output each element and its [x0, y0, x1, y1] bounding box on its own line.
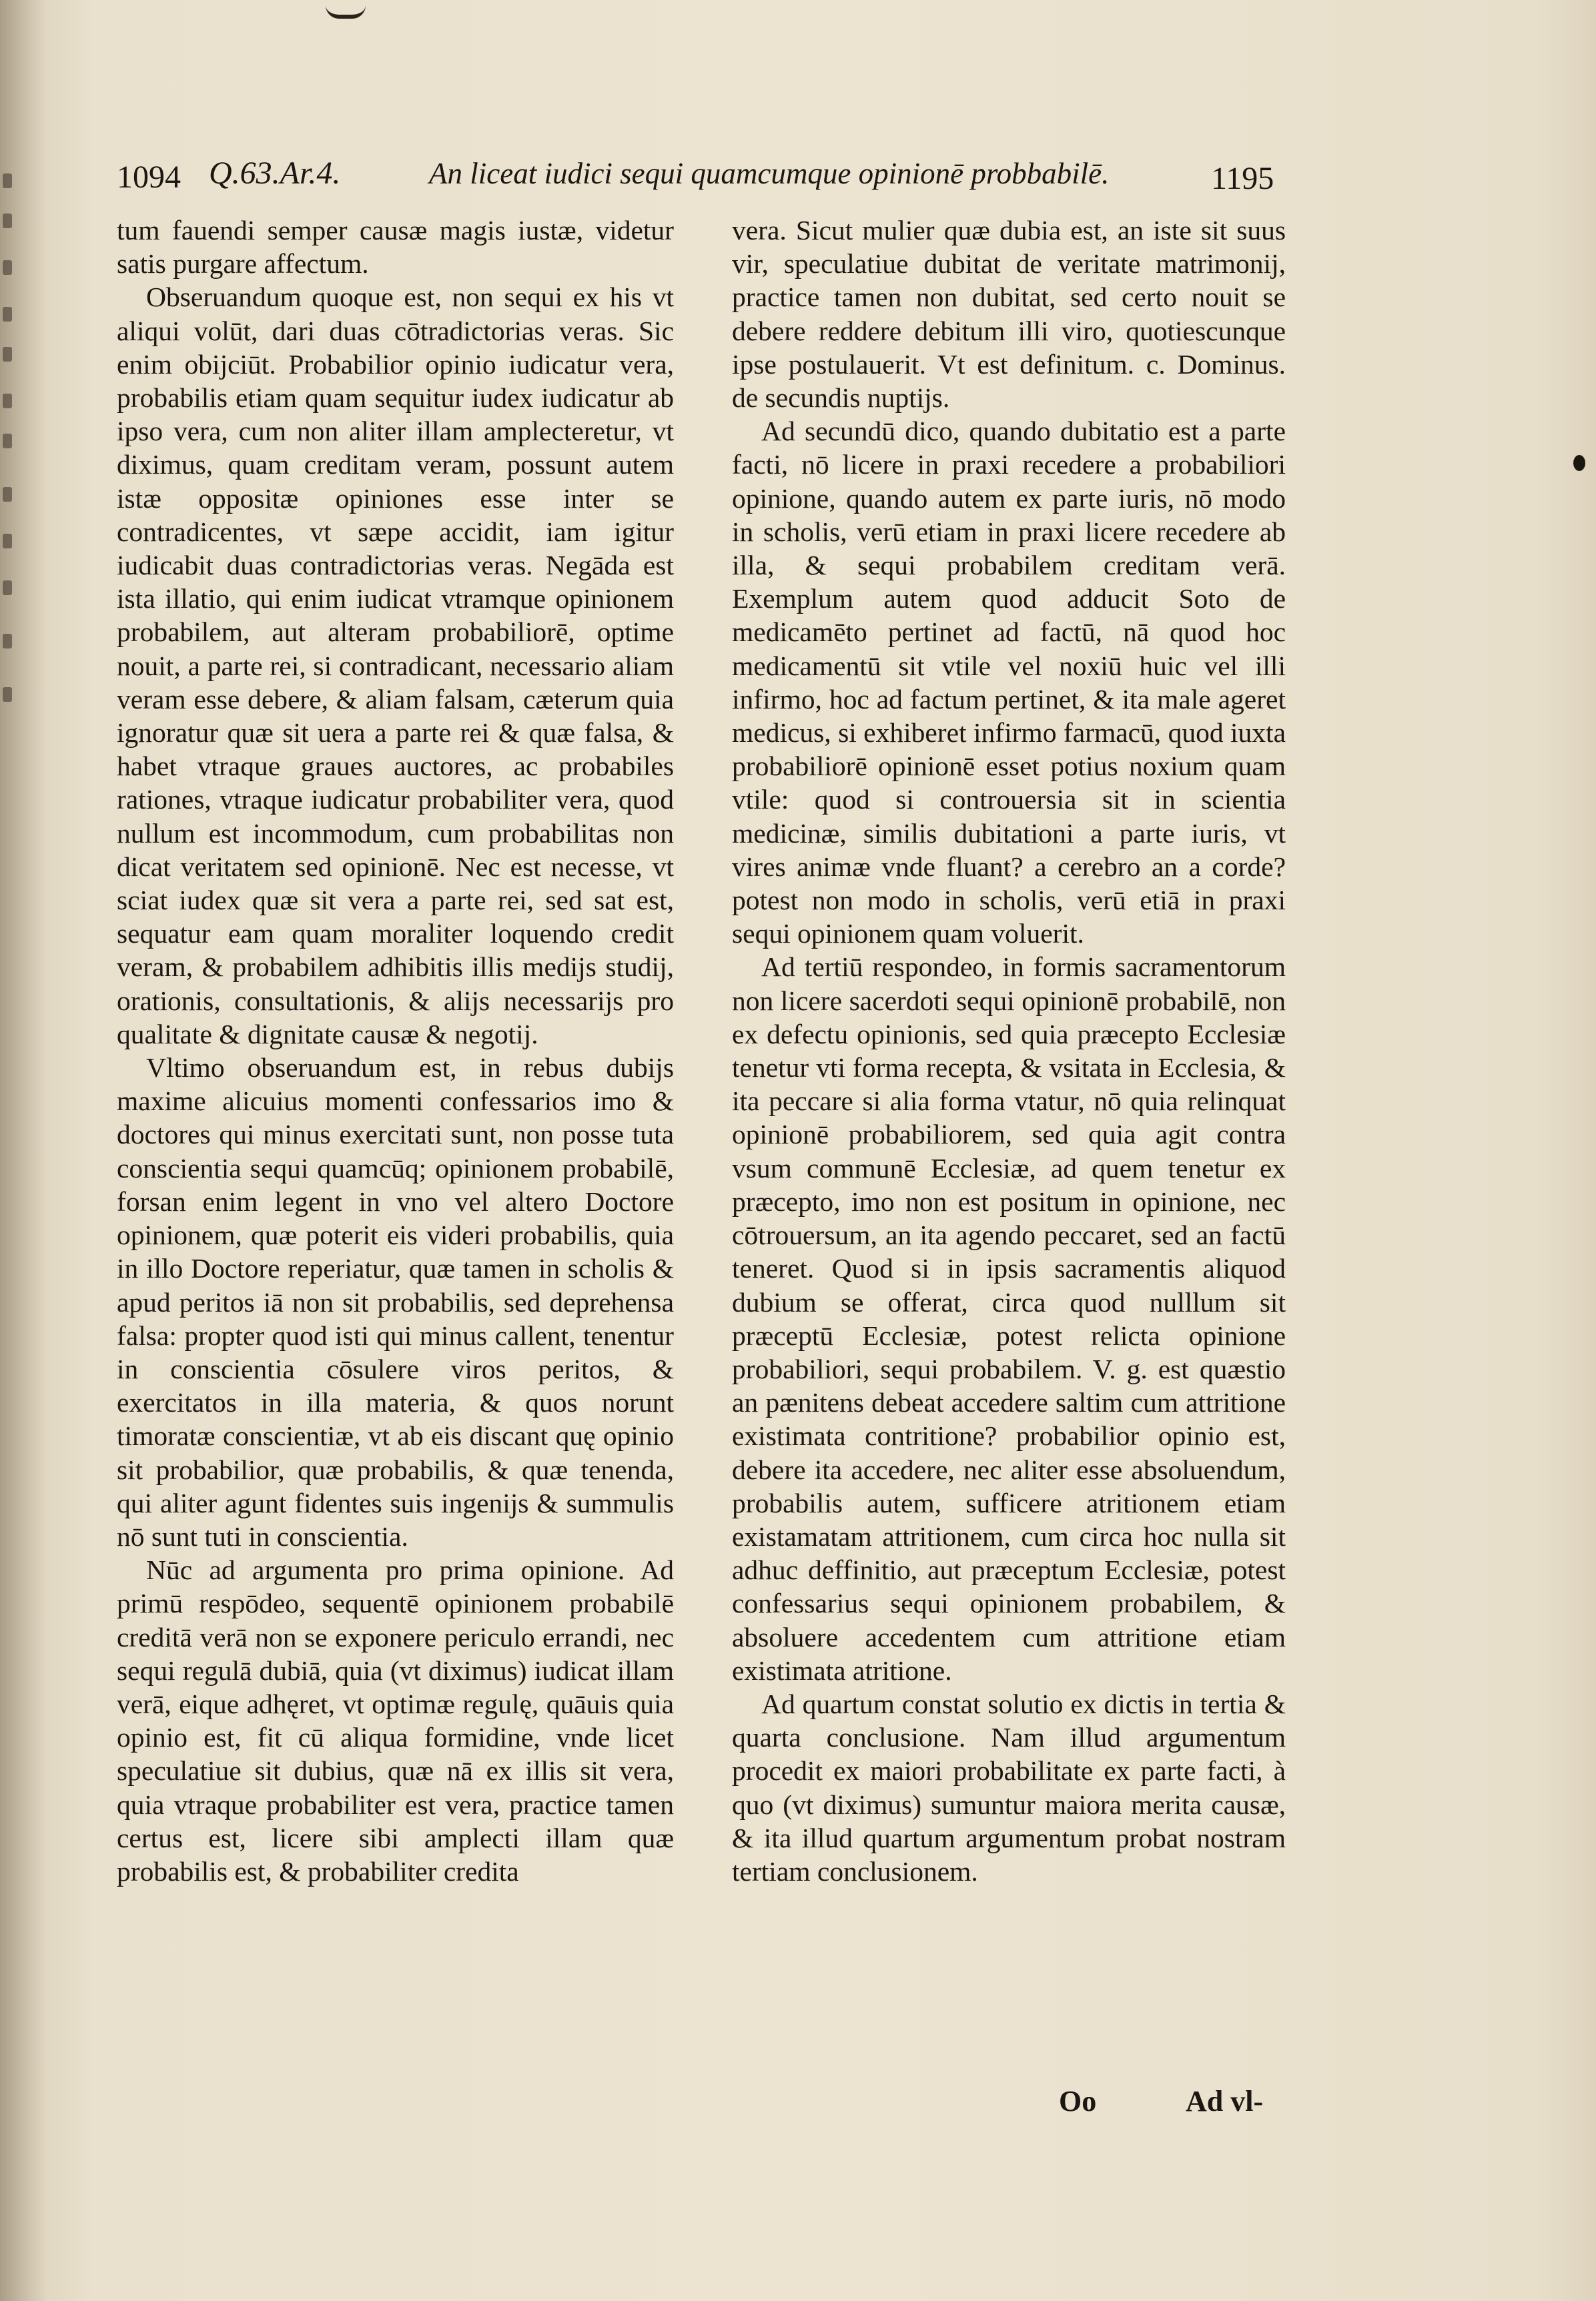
- ink-mark: [326, 5, 366, 19]
- section-reference: Q.63.Ar.4.: [209, 155, 341, 191]
- paragraph: Obseruandum quoque est, non sequi ex his vt aliqui volūt, dari duas cōtradictorias veras. Sic enim obijciūt. Probabilior opinio iudicatur vera, probabilis etiam quam sequitur iudex iudicatur ab ipso vera, cum non aliter illam amplecteretur, vt diximus, quam creditam veram, possunt autem istæ oppositæ opiniones esse inter se contradicentes, vt sæpe accidit, iam igitur iudicabit duas contradictorias veras. Negāda est ista illatio, qui enim iudicat vtramque opinionem probabilem, aut alteram probabiliorē, optime nouit, a parte rei, si contradicant, necessario aliam veram esse debere, & aliam falsam, cæterum quia ignoratur quæ sit uera a parte rei & quæ falsa, & habet vtraque graues auctores, ac probabiles rationes, vtraque iudicatur probabiliter vera, quod nullum est incommodum, cum probabilitas non dicat veritatem sed opinionē. Nec est necesse, vt sciat iudex quæ sit vera a parte rei, sed sat est, sequatur eam quam moraliter loquendo credit veram, & probabilem adhibitis illis medijs studij, orationis, consultationis, & alijs necessarijs pro qualitate & dignitate causæ & negotij.: [117, 282, 674, 1049]
- paragraph: tum fauendi semper causæ magis iustæ, videtur satis purgare affectum.: [117, 215, 674, 280]
- catchword: Ad vl-: [1186, 2085, 1264, 2118]
- paragraph: Ad quartum constat solutio ex dictis in tertia & quarta conclusione. Nam illud argumentum procedit ex maiori probabilitate ex parte facti, à quo (vt diximus) sumuntur maiora merita causæ, & ita illud quartum argumentum probat nostram tertiam conclusionem.: [732, 1688, 1286, 1887]
- text-column-left: [117, 213, 674, 1888]
- page-footer: [732, 2084, 1286, 2124]
- paragraph: Ad secundū dico, quando dubitatio est a parte facti, nō licere in praxi recedere a probabiliori opinione, quando autem ex parte iuris, nō modo in scholis, verū etiam in praxi licere recedere ab illa, & sequi probabilem creditam verā. Exemplum autem quod adducit Soto de medicamēto pertinet ad factū, nā quod hoc medicamentū sit vtile vel noxiū huic vel illi infirmo, hoc ad factum pertinet, & ita male ageret medicus, si exhiberet infirmo farmacū, quod iuxta probabiliorē opinionē esset potius noxium quam vtile: quod si controuersia sit in scientia medicinæ, similis dubitationi a parte iuris, vt vires animæ vnde fluant? a cerebro an a corde? potest non modo in scholis, verū etiā in praxi sequi opinionem quam voluerit.: [732, 416, 1286, 949]
- page-number-left: 1094: [117, 159, 181, 195]
- paragraph: Nūc ad argumenta pro prima opinione. Ad primū respōdeo, sequentē opinionem probabilē creditā verā non se exponere periculo errandi, nec sequi regulā dubiā, quia (vt diximus) iudicat illam verā, eique adhęret, vt optimæ regulę, quāuis quia opinio est, fit cū aliqua formidine, vnde licet speculatiue sit dubius, quæ nā ex illis sit vera, quia vtraque probabiliter est vera, practice tamen certus est, licere sibi amplecti illam quæ probabilis est, & probabiliter credita: [117, 1554, 674, 1887]
- paragraph: Vltimo obseruandum est, in rebus dubijs maxime alicuius momenti confessarios imo & doctores qui minus exercitati sunt, non posse tuta conscientia sequi quamcūq; opinionem probabilē, forsan enim legent in vno vel altero Doctore opinionem, quæ poterit eis videri probabilis, quia in illo Doctore reperiatur, quæ tamen in scholis & apud peritos iā non sit probabilis, sed deprehensa falsa: propter quod isti qui minus callent, tenentur in conscientia cōsulere viros peritos, & exercitatos in illa materia, & quos norunt timoratæ conscientiæ, vt ab eis discant quę opinio sit probabilior, quæ probabilis, & quæ tenenda, qui aliter agunt fidentes suis ingenijs & summulis nō sunt tuti in conscientia.: [117, 1052, 674, 1552]
- signature-mark: Oo: [1059, 2085, 1097, 2118]
- bleed-through-margin: [0, 173, 20, 774]
- paragraph: vera. Sicut mulier quæ dubia est, an iste sit suus vir, speculatiue dubitat de veritate matrimonij, practice tamen non dubitat, sed certo nouit se debere reddere debitum illi viro, quotiescunque ipse postulauerit. Vt est definitum. c. Dominus. de secundis nuptijs.: [732, 215, 1286, 414]
- paragraph: Ad tertiū respondeo, in formis sacramentorum non licere sacerdoti sequi opinionē probabilē, non ex defectu opinionis, sed quia præcepto Ecclesiæ tenetur vti forma recepta, & vsitata in Ecclesia, & ita peccare si alia forma vtatur, nō quia relinquat opinionē probabiliorem, sed quia agit contra vsum communē Ecclesiæ, ad quem tenetur ex præcepto, imo non est positum in opinione, nec cōtrouersum, an ita agendo peccaret, sed an factū teneret. Quod si in ipsis sacramentis aliquod dubium se offerat, circa quod nulllum sit præceptū Ecclesiæ, potest relicta opinione probabiliori, sequi probabilem. V. g. est quæstio an pænitens debeat accedere saltim cum attritione existimata contritione? probabilior opinio est, debere ita accedere, nec aliter esse absoluendum, probabilis autem, sufficere atritionem etiam existamatam attritionem, cum circa hoc nulla sit adhuc deffinitio, aut præceptum Ecclesiæ, potest confessarius sequi opinionem probabilem, & absoluere accedentem cum attritione etiam existimata atritione.: [732, 951, 1286, 1686]
- text-column-right: [732, 213, 1286, 1888]
- ink-blot: [1573, 455, 1585, 471]
- running-title: An liceat iudici sequi quamcumque opinionē probbabilē.: [429, 157, 1110, 190]
- page-number-right: 1195: [1211, 161, 1274, 196]
- running-header: [117, 155, 1291, 208]
